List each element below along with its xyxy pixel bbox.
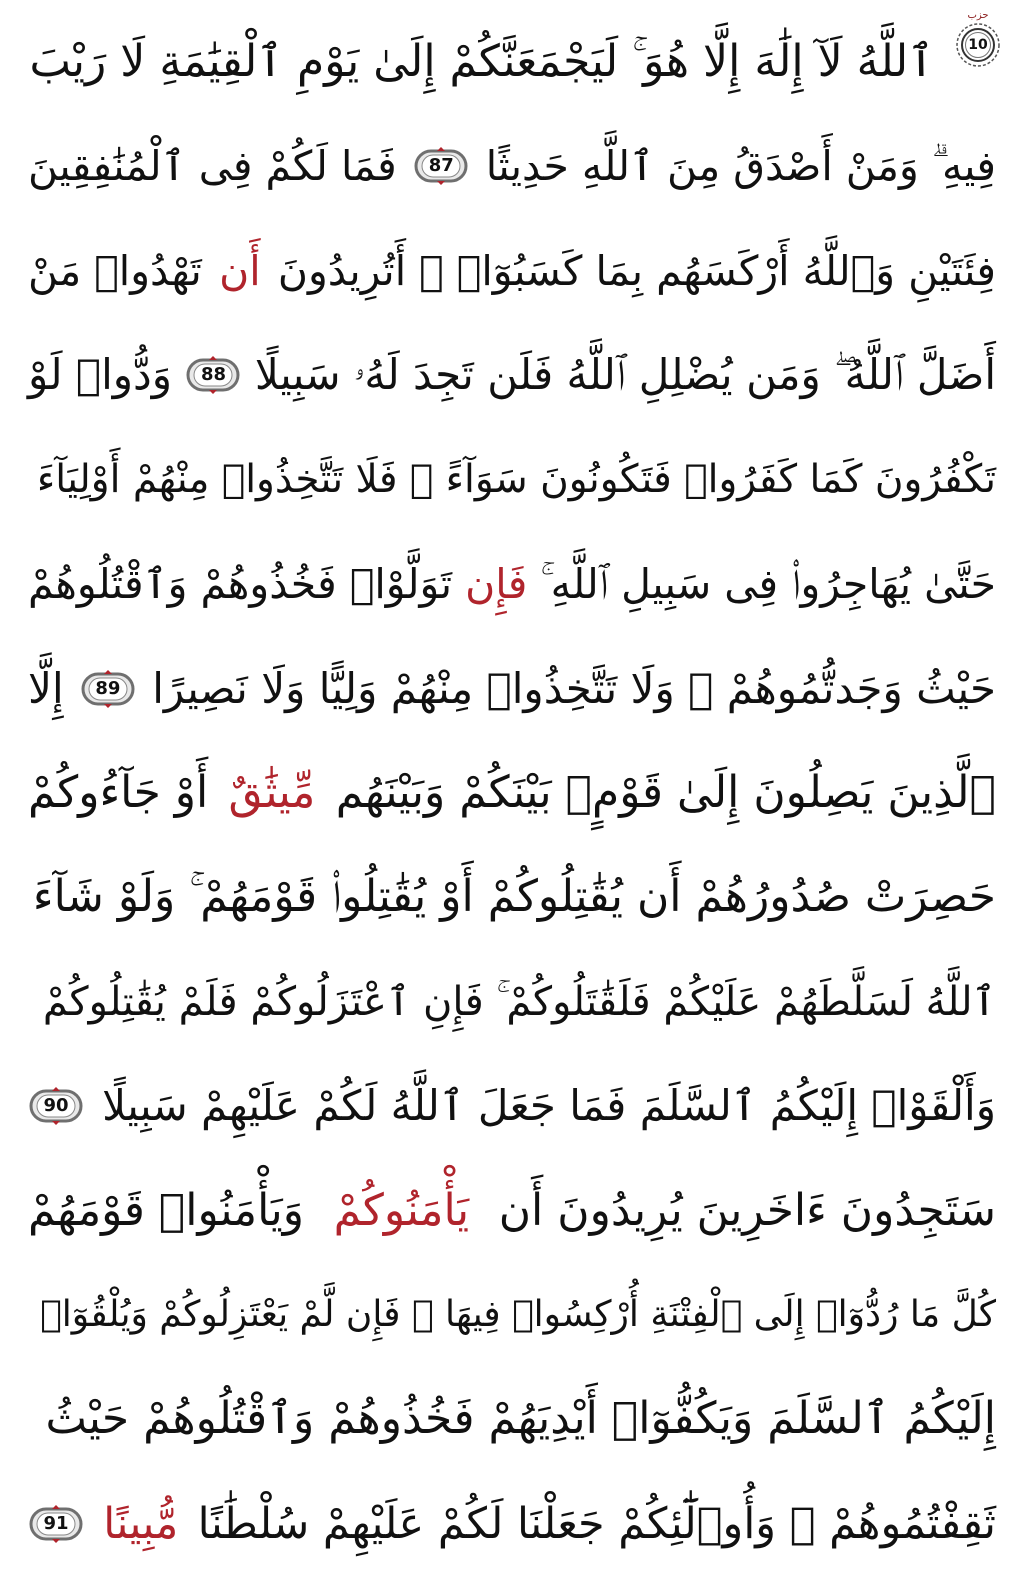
ayah-number: 91 [43, 1512, 69, 1534]
ayah-number: 88 [200, 364, 226, 386]
text-line [28, 1161, 996, 1261]
hizb-number: 10 [968, 37, 988, 53]
text-line [28, 743, 996, 843]
verse-text: سَتَجِدُونَ ءَاخَرِينَ يُرِيدُونَ أَن [498, 1184, 996, 1236]
text-line [28, 1474, 996, 1574]
ayah-number: 89 [95, 677, 121, 699]
text-line [28, 1265, 996, 1365]
text-line [28, 221, 996, 321]
verse-text: ٱللَّهُ لَسَلَّطَهُمْ عَلَيْكُمْ فَلَقَٰتَلُوكُمْ ۚ فَإِنِ ٱعْتَزَلُوكُمْ فَلَمْ يُقَٰتِلُوكُمْ [42, 978, 996, 1025]
verse-text: فِئَتَيْنِ وَٱللَّهُ أَرْكَسَهُم بِمَا كَسَبُوٓا۟ ۚ أَتُرِيدُونَ [277, 246, 996, 295]
ayah-number: 87 [428, 155, 454, 177]
ayah-number-marker [28, 1086, 84, 1126]
text-line [28, 116, 996, 216]
verse-text: ٱلَّذِينَ يَصِلُونَ إِلَىٰ قَوْمٍۭ بَيْنَكُمْ وَبَيْنَهُم [335, 766, 996, 818]
verse-text: فَمَا لَكُمْ فِى ٱلْمُنَٰفِقِينَ [28, 142, 397, 191]
verse-text: يُضْلِلِ [638, 350, 733, 400]
hizb-marker [952, 10, 1004, 72]
verse-text: ٱللَّهُ لَآ إِلَٰهَ إِلَّا هُوَ ۚ لَيَجْمَعَنَّكُمْ إِلَىٰ يَوْمِ ٱلْقِيَٰمَةِ لَا رَيْبَ [29, 36, 934, 87]
verse-text: وَأَلْقَوْا۟ إِلَيْكُمُ ٱلسَّلَمَ فَمَا جَعَلَ ٱللَّهُ لَكُمْ عَلَيْهِمْ سَبِيلًا [102, 1081, 996, 1131]
verse-text: فِيهِ ۗ وَمَنْ أَصْدَقُ مِنَ ٱللَّهِ حَدِيثًا [485, 142, 996, 191]
verse-text: أَوْ جَآءُوكُمْ [28, 766, 209, 818]
verse-text: تَكْفُرُونَ كَمَا كَفَرُوا۟ فَتَكُونُونَ سَوَآءً ۖ فَلَا تَتَّخِذُوا۟ مِنْهُمْ أَوْلِيَآءَ [36, 456, 996, 502]
text-line [28, 12, 996, 112]
text-line [28, 1056, 996, 1156]
ayah-number-marker [28, 1504, 84, 1544]
tajweed-highlight-text: فَإِن [465, 560, 528, 609]
verse-text: ثَقِفْتُمُوهُمْ ۚ وَأُو۟لَٰٓئِكُمْ جَعَلْنَا لَكُمْ عَلَيْهِمْ سُلْطَٰنًا [197, 1498, 996, 1549]
verse-text: ٱللَّهُ فَلَن تَجِدَ لَهُۥ سَبِيلًا [254, 350, 626, 400]
tajweed-highlight-text: يَأْمَنُوكُمْ [333, 1184, 470, 1236]
text-lines [28, 12, 996, 1574]
verse-text: حَيْثُ وَجَدتُّمُوهُمْ ۖ وَلَا تَتَّخِذُوا۟ مِنْهُمْ وَلِيًّا وَلَا نَصِيرًا [152, 663, 996, 713]
text-line [28, 1369, 996, 1469]
text-line [28, 952, 996, 1052]
ayah-number-marker [185, 355, 241, 395]
ayah-number-marker [413, 146, 469, 186]
text-line [28, 430, 996, 530]
verse-text: حَصِرَتْ صُدُورُهُمْ أَن يُقَٰتِلُوكُمْ أَوْ يُقَٰتِلُوا۟ قَوْمَهُمْ ۚ وَلَوْ شَآءَ [32, 871, 996, 923]
verse-text: كُلَّ مَا رُدُّوٓا۟ إِلَى ٱلْفِتْنَةِ أُرْكِسُوا۟ فِيهَا ۚ فَإِن لَّمْ يَعْتَزِلُوكُمْ وَيُلْقُوٓا۟ [40, 1294, 996, 1336]
verse-text: وَيَأْمَنُوا۟ قَوْمَهُمْ [28, 1184, 305, 1236]
verse-text: تَوَلَّوْا۟ فَخُذُوهُمْ وَٱقْتُلُوهُمْ [28, 560, 453, 609]
hizb-rosette-icon [955, 22, 1001, 68]
text-line [28, 534, 996, 634]
ayah-number-marker [80, 669, 136, 709]
text-line [28, 639, 996, 739]
text-line [28, 847, 996, 947]
verse-text: إِلَّا [28, 663, 64, 713]
tajweed-highlight-text: أَن [219, 246, 261, 295]
tajweed-highlight-text: مِّيثَٰقٌ [228, 766, 316, 818]
text-line [28, 325, 996, 425]
verse-text: تَهْدُوا۟ مَنْ [28, 246, 202, 295]
verse-text: حَتَّىٰ يُهَاجِرُوا۟ فِى سَبِيلِ ٱللَّهِ ۚ [540, 560, 996, 609]
tajweed-highlight-text: مُّبِينًا [103, 1498, 179, 1549]
verse-text: إِلَيْكُمُ ٱلسَّلَمَ وَيَكُفُّوٓا۟ أَيْدِيَهُمْ فَخُذُوهُمْ وَٱقْتُلُوهُمْ حَيْثُ [45, 1393, 996, 1445]
hizb-label: حزب [967, 10, 989, 21]
verse-text: وَدُّوا۟ لَوْ [28, 350, 173, 400]
verse-text: أَضَلَّ ٱللَّهُ ۖ وَمَن [746, 350, 996, 400]
ayah-number: 90 [43, 1095, 69, 1117]
